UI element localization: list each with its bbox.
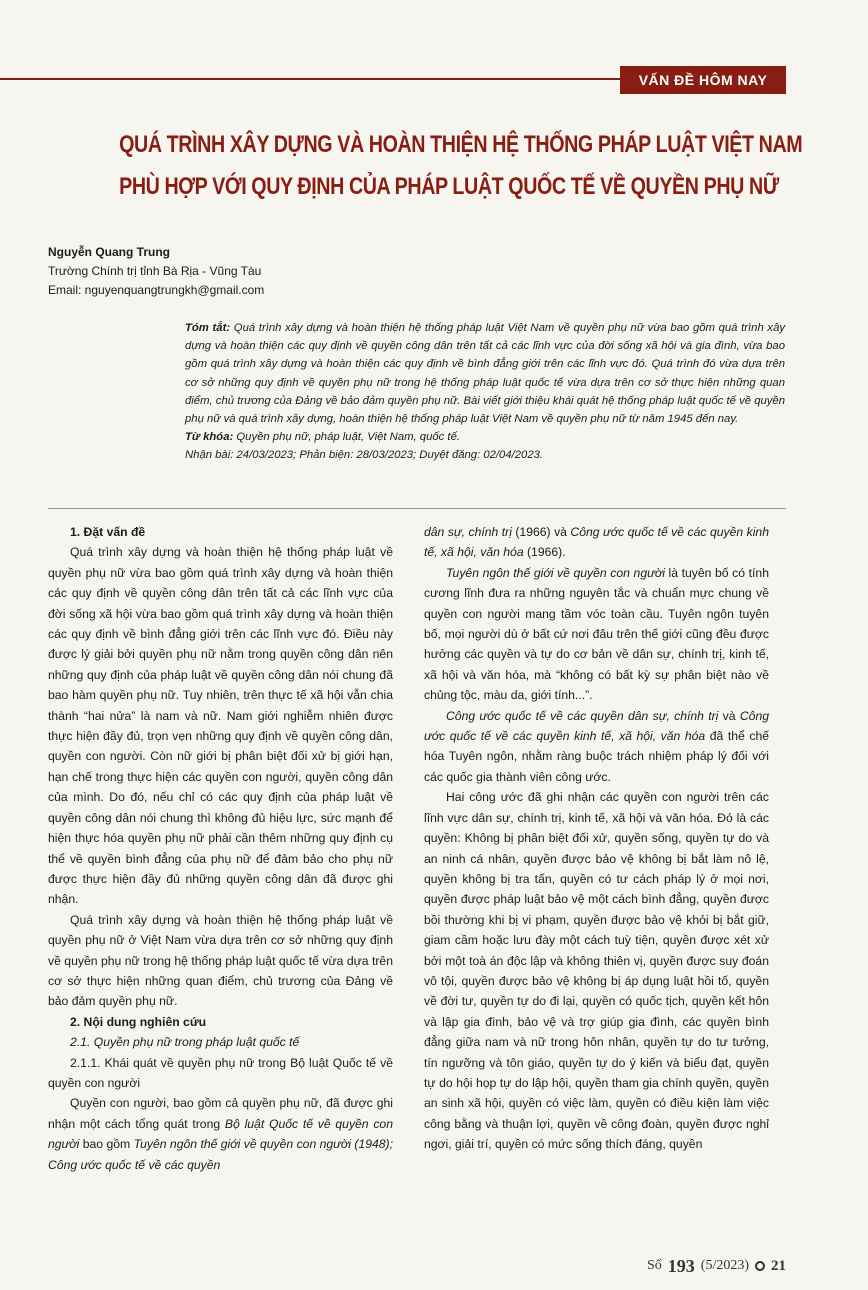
paragraph <box>424 522 769 563</box>
paragraph: Quá trình xây dựng và hoàn thiện hệ thống pháp luật về quyền phụ nữ ở Việt Nam vừa dựa trên cơ sở những quy định về quyền phụ nữ trong hệ thống pháp luật quốc tế vừa dựa trên cơ sở thực hiện những quan điểm, chủ trương của Đảng về bảo đảm quyền phụ nữ. <box>48 912 393 1009</box>
issue-date: (5/2023) <box>700 1258 749 1273</box>
paragraph: Hai công ước đã ghi nhận các quyền con người trên các lĩnh vực dân sự, chính trị, kinh tế, xã hội và văn hóa. Đó là các quyền: Không bị phân biệt đối xử, quyền sống, quyền tự do và an ninh cá nhân, quyền được bảo vệ không bị bắt làm nô lệ, quyền không bị tra tấn, quyền có tư cách pháp lý ở mọi nơi, quyền được pháp luật bảo vệ một cách bình đẳng, quyền được bồi thường khi bị vi phạm, quyền được bảo vệ khỏi bị bắt giữ, giam cầm hoặc lưu đày một cách tuỳ tiện, quyền được xét xử bởi một toà án độc lập và không thiên vị, quyền được suy đoán vô tội, quyền được bảo vệ không bị áp dụng luật hồi tố, quyền về đời tư, quyền tự do đi lại, quyền có quốc tịch, quyền kết hôn và lập gia đình, bảo vệ và trợ giúp gia đình, các quyền bình đẳng giữa nam và nữ trong hôn nhân, quyền tự do tư tưởng, tín ngưỡng và tôn giáo, quyền tự do ý kiến và biểu đạt, quyền tự do hội họp tự do lập hội, quyền tham gia chính quyền, quyền an sinh xã hội, quyền có việc làm, quyền có điều kiện làm việc công bằng và thuận lợi, quyền về công đoàn, quyền được nghỉ ngơi, giải trí, quyền có mức sống thích đáng, quyền <box>424 790 769 1152</box>
bullet-icon <box>755 1261 765 1271</box>
text-run: Quyền con người, bao gồm cả quyền phụ nữ, đã được ghi nhận một cách tổng quát trong <box>48 1096 393 1131</box>
title-line-1: QUÁ TRÌNH XÂY DỰNG VÀ HOÀN THIỆN HỆ THỐNG PHÁP LUẬT VIỆT NAM <box>119 131 803 158</box>
text-run: (1966) và <box>511 525 571 539</box>
abstract-paragraph <box>185 319 785 428</box>
abstract-text: Quá trình xây dựng và hoàn thiện hệ thống pháp luật Việt Nam về quyền phụ nữ vừa bao gồm quá trình xây dựng và hoàn thiện các quy định về quyền công dân trên tất cả các lĩnh vực của đời sống xã hội và gia đình, vừa bao gồm quá trình xây dựng và hoàn thiện các quy định về bình đẳng giới trên các lĩnh vực đó. Quá trình đó vừa dựa trên cơ sở những quy định về quyền phụ nữ trong hệ thống pháp luật quốc tế vừa dựa trên cơ sở thực hiện những quan điểm, chủ trương của Đảng về bảo đảm quyền phụ nữ. Bài viết giới thiệu khái quát hệ thống pháp luật quốc tế về quyền phụ nữ và quá trình xây dựng, hoàn thiện hệ thống pháp luật Việt Nam về quyền phụ nữ từ năm 1945 đến nay. <box>185 322 785 426</box>
page-footer <box>620 1253 786 1279</box>
keywords-line <box>185 428 785 446</box>
italic-run: Tuyên ngôn thế giới về quyền con người (1948); Công ước quốc tế về các quyền <box>48 1137 393 1172</box>
page-number: 21 <box>771 1257 786 1274</box>
text-run: và <box>718 708 740 723</box>
italic-run: Công ước quốc tế về các quyền kinh tế, xã hội, văn hóa <box>424 708 769 744</box>
text-run: bao gồm <box>79 1137 134 1152</box>
italic-run: dân sự, chính trị <box>424 525 512 539</box>
article-title <box>119 124 803 208</box>
author-affiliation: Trường Chính trị tỉnh Bà Rịa - Vũng Tàu <box>48 264 262 278</box>
italic-run: Công ước quốc tế về các quyền kinh tế, xã hội, văn hóa <box>424 525 769 560</box>
italic-run: Công ước quốc tế về các quyền dân sự, chính trị <box>446 708 719 723</box>
text-run: đã thể chế hóa Tuyên ngôn, nhằm ràng buộc trách nhiệm pháp lý đối với các quốc gia thành viên công ước. <box>424 729 769 784</box>
text-run: là tuyên bố có tính cương lĩnh đưa ra những nguyên tắc và chuẩn mực chung về quyền con người mang tầm vóc toàn cầu. Tuyên ngôn tuyên bố, mọi người dù ở bất cứ nơi đâu trên thế giới cũng đều được hưởng các quyền và tự do cơ bản về dân sự, chính trị, kinh tế, xã hội và văn hóa, mà “không có bất kỳ sự phân biệt nào về chủng tộc, màu da, giới tính...”. <box>424 565 769 703</box>
heading-content: 2. Nội dung nghiên cứu <box>70 1014 207 1029</box>
left-column <box>48 522 393 1175</box>
abstract-label: Tóm tắt: <box>185 322 231 334</box>
title-line-2: PHÙ HỢP VỚI QUY ĐỊNH CỦA PHÁP LUẬT QUỐC TẾ VỀ QUYỀN PHỤ NỮ <box>119 173 779 200</box>
divider <box>48 508 786 509</box>
author-email[interactable]: Email: nguyenquangtrungkh@gmail.com <box>48 283 265 297</box>
italic-run: Tuyên ngôn thế giới về quyền con người <box>446 565 665 580</box>
issue-number: 193 <box>667 1255 695 1276</box>
text-run: (1966). <box>523 545 566 560</box>
subheading: 2.1. Quyền phụ nữ trong pháp luật quốc tế <box>70 1035 300 1050</box>
right-column <box>424 522 769 1155</box>
paragraph: Quá trình xây dựng và hoàn thiện hệ thống pháp luật về quyền phụ nữ vừa bao gồm quá trình xây dựng và hoàn thiện các quy định về quyền công dân trên tất cả các lĩnh vực của đời sống xã hội vừa bao gồm quá trình xây dựng và hoàn thiện các quy định về bình đẳng giới trên các lĩnh vực đó. Điều này được lý giải bởi quyền phụ nữ nằm trong quyền công dân nên những quy định của pháp luật về quyền công dân nói chung đã bao hàm quyền phụ nữ. Tuy nhiên, trên thực tế xã hội vẫn chia thành “hai nửa” là nam và nữ. Nam giới nghiễm nhiên được thực hiện đầy đủ, trọn vẹn những quy định về quyền công dân, quyền con người. Còn nữ giới bị phân biệt đối xử bị giới hạn, hạn chế trong thực hiện các quyền con người, quyền công dân của mình. Do đó, nếu chỉ có các quy định của pháp luật về quyền công dân nói chung thì không đủ hiệu lực, sức mạnh để hiện thực hóa quyền phụ nữ phải cần thêm những quy định cụ thể về quyền bình đẳng của phụ nữ để đảm bảo cho phụ nữ được thực hiện đầy đủ những quyền công dân đã được ghi nhận. <box>48 545 393 907</box>
paragraph <box>424 706 769 788</box>
keywords-label: Từ khóa: <box>185 431 234 444</box>
section-tag: VẤN ĐỀ HÔM NAY <box>620 66 786 94</box>
paragraph: 2.1.1. Khái quát về quyền phụ nữ trong Bộ luật Quốc tế về quyền con người <box>48 1055 393 1090</box>
issue-prefix: Số <box>646 1258 662 1273</box>
abstract-block <box>185 319 785 465</box>
keywords-text: Quyền phụ nữ, pháp luật, Việt Nam, quốc tế. <box>236 431 460 444</box>
author-block <box>48 243 264 300</box>
heading-introduction: 1. Đặt vấn đề <box>70 525 146 539</box>
paragraph <box>424 563 769 706</box>
paragraph <box>48 1093 393 1175</box>
dates-line: Nhận bài: 24/03/2023; Phản biện: 28/03/2023; Duyệt đăng: 02/04/2023. <box>185 449 544 462</box>
author-name: Nguyễn Quang Trung <box>48 245 170 259</box>
italic-run: Bộ luật Quốc tế về quyền con người <box>48 1116 393 1152</box>
